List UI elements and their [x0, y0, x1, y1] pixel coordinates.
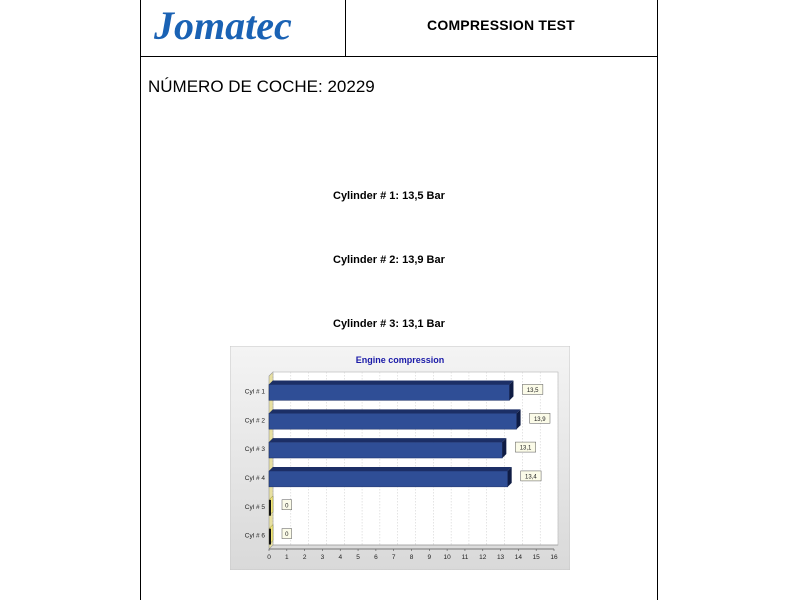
- x-tick-label: 1: [285, 554, 289, 561]
- data-label: 13,4: [525, 474, 537, 481]
- bar: [269, 413, 517, 429]
- x-tick-label: 7: [391, 554, 396, 561]
- bar-top: [269, 409, 521, 413]
- logo-text: Jomatec: [154, 4, 292, 48]
- y-category-label: Cyl # 1: [244, 388, 265, 396]
- data-label: 13,9: [533, 416, 546, 423]
- x-tick-label: 2: [302, 554, 307, 561]
- data-label: 0: [285, 532, 289, 539]
- engine-compression-chart: [230, 346, 570, 570]
- x-tick-label: 14: [514, 554, 522, 561]
- chart-title: Engine compression: [355, 355, 445, 365]
- x-tick-label: 12: [479, 554, 487, 561]
- car-number-line: [148, 77, 375, 97]
- x-tick-label: 3: [320, 554, 325, 561]
- bar-top: [269, 467, 512, 471]
- x-tick-label: 4: [338, 554, 343, 561]
- cylinder-label: Cylinder # 2:: [333, 254, 400, 267]
- y-category-label: Cyl # 2: [244, 417, 265, 425]
- x-tick-label: 6: [374, 554, 378, 561]
- x-tick-label: 11: [461, 554, 469, 561]
- bar-top: [269, 438, 506, 442]
- bar: [269, 500, 271, 516]
- cylinder-label: Cylinder # 1:: [333, 189, 400, 202]
- y-category-label: Cyl # 5: [244, 503, 265, 511]
- x-tick-label: 16: [550, 554, 558, 561]
- x-tick-label: 8: [409, 554, 414, 561]
- document-title: COMPRESSION TEST: [427, 17, 575, 33]
- y-category-label: Cyl # 4: [244, 474, 265, 482]
- plot-area: [245, 372, 558, 561]
- bar: [269, 384, 509, 400]
- y-category-label: Cyl # 3: [244, 446, 265, 454]
- x-tick-label: 5: [356, 554, 360, 561]
- x-tick-label: 10: [443, 554, 451, 561]
- bar: [269, 442, 502, 458]
- x-tick-label: 0: [267, 554, 271, 561]
- cylinder-value: 13,1 Bar: [402, 318, 445, 331]
- data-label: 13,5: [526, 387, 539, 394]
- cylinder-value: 13,9 Bar: [402, 254, 445, 267]
- bar: [269, 529, 271, 545]
- cylinder-result-row: [333, 314, 445, 335]
- car-number-value: 20229: [327, 77, 375, 96]
- data-label: 0: [285, 503, 289, 510]
- car-number-label: NÚMERO DE COCHE:: [148, 77, 323, 96]
- y-category-label: Cyl # 6: [244, 532, 265, 540]
- bar: [269, 471, 508, 487]
- x-tick-label: 15: [532, 554, 540, 561]
- company-logo: [152, 4, 340, 50]
- x-tick-label: 13: [496, 554, 505, 561]
- x-tick-label: 9: [427, 554, 432, 561]
- cylinder-result-row: [333, 250, 445, 271]
- cylinder-value: 13,5 Bar: [402, 189, 445, 202]
- cylinder-result-row: [333, 186, 445, 207]
- cylinder-label: Cylinder # 3:: [333, 318, 400, 331]
- bar-top: [269, 380, 513, 384]
- data-label: 13,1: [519, 445, 532, 452]
